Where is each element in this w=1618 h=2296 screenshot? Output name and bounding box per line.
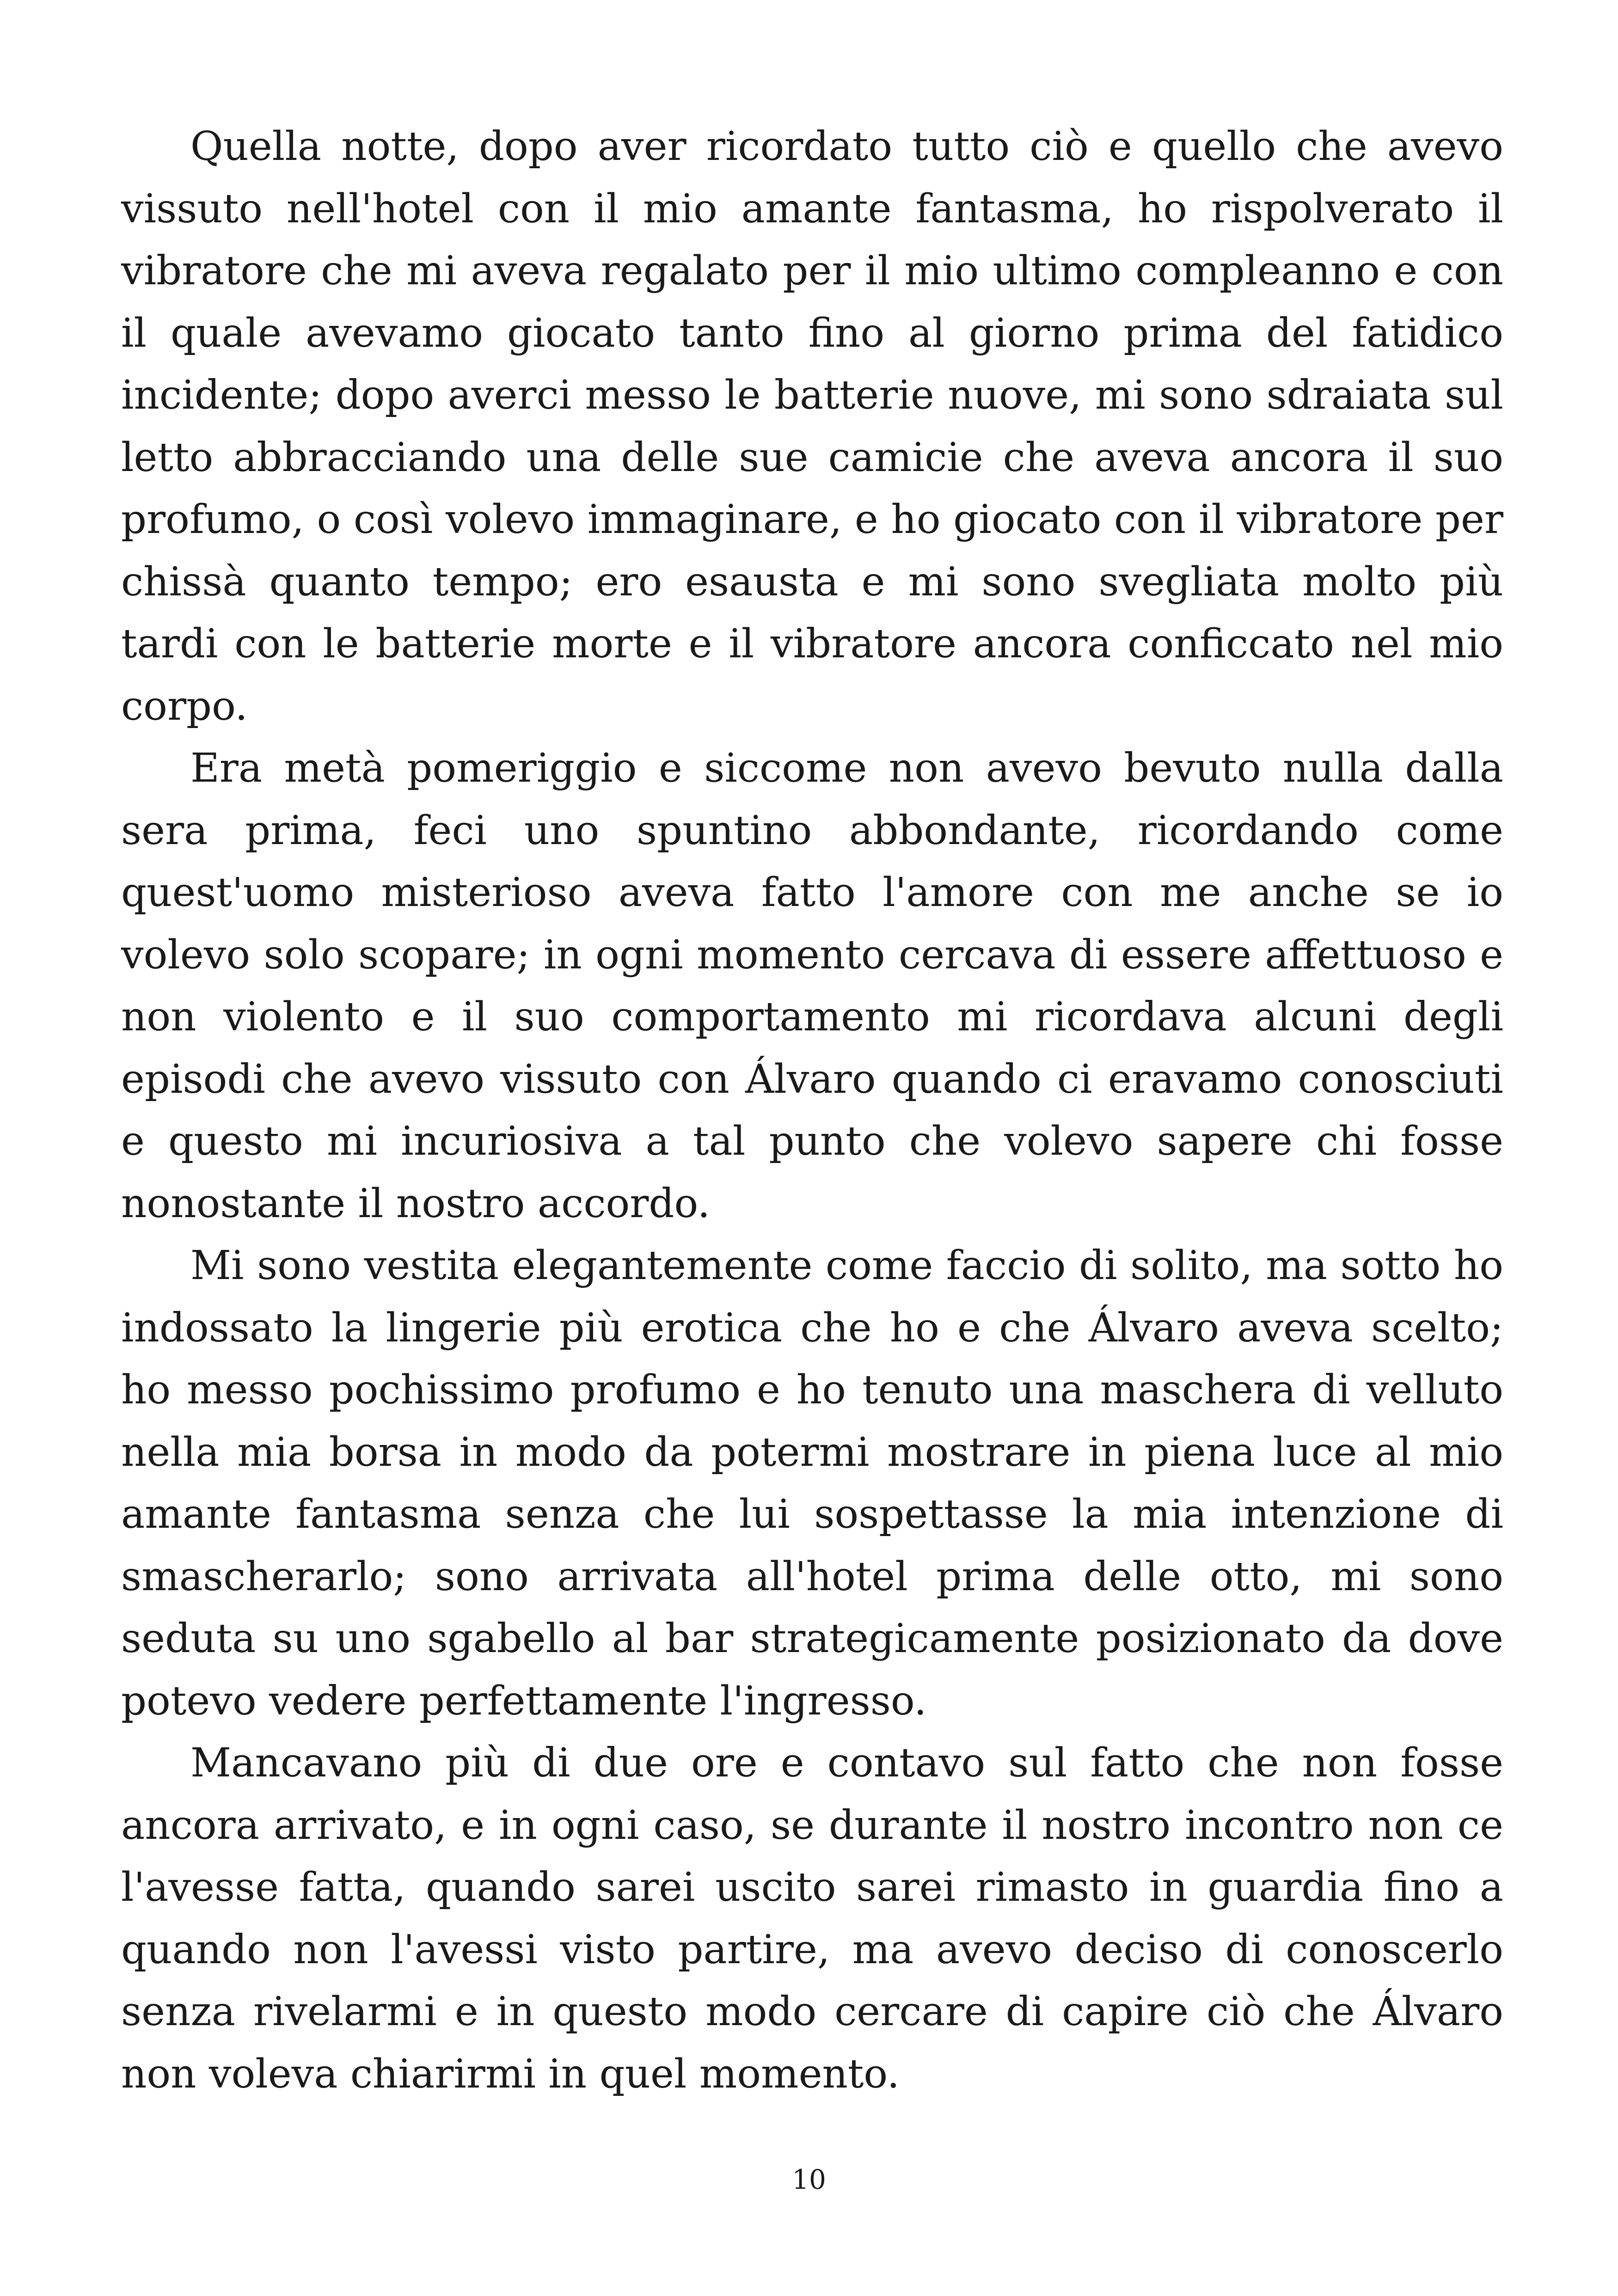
- paragraph-2: Era metà pomeriggio e siccome non avevo bevuto nulla dalla sera prima, feci uno spuntino abbondante, ricordando come quest'uomo misterioso aveva fatto l'amore con me anche se io volevo solo scopare; in ogni momento cercava di essere affettuoso e non violento e il suo comportamento mi ricordava alcuni degli episodi che avevo vissuto con Álvaro quando ci eravamo conosciuti e questo mi incuriosiva a tal punto che volevo sapere chi fosse nonostante il nostro accordo.: [121, 745, 1503, 1227]
- paragraph-3: Mi sono vestita elegantemente come faccio di solito, ma sotto ho indossato la lingerie più erotica che ho e che Álvaro aveva scelto; ho messo pochissimo profumo e ho tenuto una maschera di velluto nella mia borsa in modo da potermi mostrare in piena luce al mio amante fantasma senza che lui sospettasse la mia intenzione di smascherarlo; sono arrivata all'hotel prima delle otto, mi sono seduta su uno sgabello al bar strategicamente posizionato da dove potevo vedere perfettamente l'ingresso.: [121, 1243, 1503, 1724]
- paragraph-1: Quella notte, dopo aver ricordato tutto ciò e quello che avevo vissuto nell'hotel con il mio amante fantasma, ho rispolverato il vibratore che mi aveva regalato per il mio ultimo compleanno e con il quale avevamo giocato tanto fino al giorno prima del fatidico incidente; dopo averci messo le batterie nuove, mi sono sdraiata sul letto abbracciando una delle sue camicie che aveva ancora il suo profumo, o così volevo immaginare, e ho giocato con il vibratore per chissà quanto tempo; ero esausta e mi sono svegliata molto più tardi con le batterie morte e il vibratore ancora conficcato nel mio corpo.: [121, 123, 1503, 729]
- body-text: [121, 116, 1503, 2105]
- page-number: 10: [792, 2164, 826, 2195]
- paragraph-4: Mancavano più di due ore e contavo sul fatto che non fosse ancora arrivato, e in ogni caso, se durante il nostro incontro non ce l'avesse fatta, quando sarei uscito sarei rimasto in guardia fino a quando non l'avessi visto partire, ma avevo deciso di conoscerlo senza rivelarmi e in questo modo cercare di capire ciò che Álvaro non voleva chiarirmi in quel momento.: [121, 1740, 1503, 2097]
